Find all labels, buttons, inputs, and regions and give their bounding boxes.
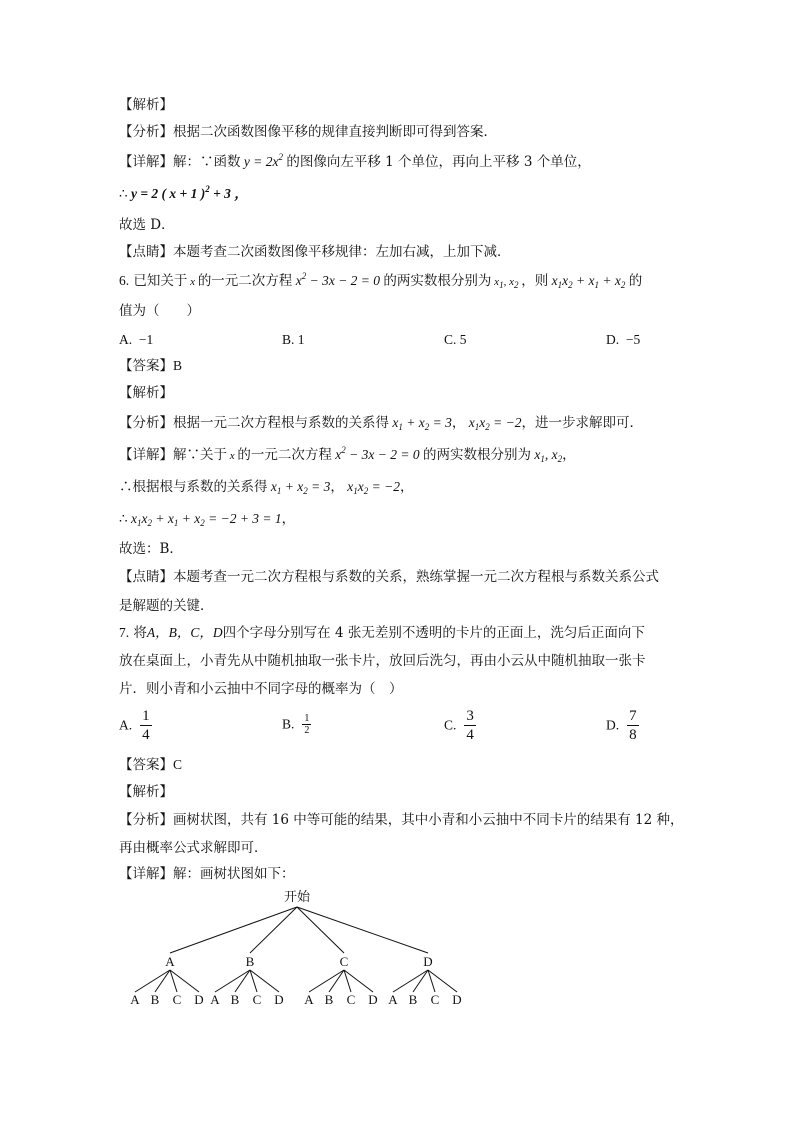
analysis-tag: 【分析】 <box>119 812 173 828</box>
formula: $x_1x_2 + x_1 + x_2 = -2 + 3 = 1$ <box>127 511 282 528</box>
analysis-tag: 【分析】 <box>119 415 173 431</box>
detail-text: ， <box>562 447 576 463</box>
tree-node-c: C <box>339 954 349 969</box>
detail-text: 的两实数根分别为 <box>423 447 531 463</box>
q7-option-d: D. $\frac{7}{8}$ <box>606 708 637 743</box>
analysis-tag: 【分析】 <box>119 124 173 140</box>
tree-branch <box>344 970 373 992</box>
q6-analysis-line <box>119 414 643 432</box>
comment-text: 本题考查二次函数图像平移规律：左加右减，上加下减． <box>173 244 511 260</box>
tree-leaf: B <box>230 992 240 1007</box>
q6-option-b: B. 1 <box>282 332 305 347</box>
tree-branch <box>170 970 177 992</box>
q6-stem-line1 <box>119 272 642 291</box>
roots: $x_1$, $x_2$ <box>531 447 563 464</box>
q6-answer-line <box>119 357 182 375</box>
q7-analysis-line2: 再由概率公式求解即可． <box>119 840 268 856</box>
tree-branch <box>428 970 435 992</box>
tree-branch <box>329 970 344 992</box>
formula: $x_1 + x_2 = 3$ <box>267 479 331 496</box>
stem-text: ，则 <box>521 273 549 289</box>
q7-detail-line <box>119 865 295 883</box>
q7-option-b: B. $\frac{1}{2}$ <box>282 713 310 736</box>
comment-line <box>119 243 511 261</box>
choice-line: 故选 D． <box>119 217 175 233</box>
formula: y = 2 ( x + 1 )$^2$ + 3 ， <box>127 184 248 201</box>
tree-branch <box>344 970 351 992</box>
tree-leaf: C <box>430 992 440 1007</box>
detail-text: 的一元二次方程 <box>237 447 332 463</box>
answer-value: B <box>173 358 183 373</box>
q6-detail-line3 <box>119 510 295 528</box>
tree-root-label: 开始 <box>283 889 311 904</box>
analysis-line <box>119 123 497 141</box>
detail-tag: 【详解】 <box>119 447 173 463</box>
tree-branch <box>413 970 428 992</box>
stem-text: 将 <box>133 625 147 641</box>
tree-leaf: A <box>130 992 140 1007</box>
therefore-symbol: ∴ <box>119 186 128 202</box>
detail-text: ∴根据根与系数的关系得 <box>119 479 268 495</box>
tree-leaf: B <box>408 992 418 1007</box>
analysis-text: 根据一元二次方程根与系数的关系得 <box>173 415 389 431</box>
q7-stem-line3: 片．则小青和小云抽中不同字母的概率为（ ） <box>119 681 403 697</box>
tree-branch <box>235 970 250 992</box>
stem-text: 的两实数根分别为 <box>383 273 492 289</box>
analysis-text: 画树状图，共有 16 中等可能的结果，其中小青和小云抽中不同卡片的结果有 12 种， <box>173 812 684 828</box>
tree-branch <box>155 970 170 992</box>
tree-branch <box>309 970 344 992</box>
detail-text: ， <box>281 511 296 527</box>
q6-detail-line2 <box>119 478 413 496</box>
tree-leaf: B <box>150 992 160 1007</box>
tree-leaf: C <box>346 992 356 1007</box>
tree-node-b: B <box>245 954 255 969</box>
q7-option-a: A. $\frac{1}{4}$ <box>119 708 150 743</box>
answer-value: C <box>173 757 183 772</box>
formula: $y = 2x^2$ <box>240 152 283 169</box>
tree-leaf: B <box>324 992 334 1007</box>
detail-line <box>119 153 591 171</box>
q6-option-a: A. −1 <box>119 332 154 347</box>
tree-leaf: A <box>304 992 314 1007</box>
var: x <box>187 276 198 288</box>
therefore-symbol: ∴ <box>119 511 128 527</box>
tree-branch <box>215 970 250 992</box>
stem-text: 的一元二次方程 <box>197 273 293 289</box>
tree-leaf: A <box>210 992 220 1007</box>
q7-stem-line1 <box>119 624 645 642</box>
equation: $x^2 - 3x - 2 = 0$ <box>331 445 420 462</box>
tree-branch <box>170 970 199 992</box>
q7-jiexi-heading: 【解析】 <box>119 784 173 800</box>
stem-text: 四个字母分别写在 4 张无差别不透明的卡片的正面上，洗匀后正面向下 <box>222 625 645 641</box>
fraction: $\frac{3}{4}$ <box>466 708 474 743</box>
q6-option-c: C. 5 <box>444 332 467 347</box>
tree-branch <box>393 970 428 992</box>
detail-text: ， <box>399 479 414 495</box>
roots: $x_1$, $x_2$ <box>491 276 519 290</box>
therefore-line <box>119 185 248 203</box>
detail-text: ， <box>330 479 344 495</box>
tree-branch <box>297 907 344 953</box>
tree-leaf: C <box>252 992 262 1007</box>
equation: $x^2 - 3x - 2 = 0$ <box>292 271 381 288</box>
q6-choice-line: 故选：B． <box>119 541 183 557</box>
q6-jiexi-heading: 【解析】 <box>119 385 173 401</box>
tree-branch <box>250 907 297 953</box>
tree-node-a: A <box>165 954 175 969</box>
detail-text: 解：∵函数 <box>173 154 241 170</box>
letters: A，B，C，D <box>146 625 223 640</box>
tree-leaf: C <box>172 992 182 1007</box>
tree-branch <box>297 907 428 953</box>
analysis-text: ，进一步求解即可． <box>521 415 643 431</box>
jiexi-heading: 【解析】 <box>119 97 173 113</box>
detail-text: 解：画树状图如下： <box>173 866 295 882</box>
stem-text: 已知关于 <box>133 273 188 289</box>
comment-tag: 【点睛】 <box>119 569 173 585</box>
tree-leaf: D <box>274 992 284 1007</box>
tree-leaf: D <box>194 992 204 1007</box>
answer-tag: 【答案】 <box>119 757 173 773</box>
q6-detail-line <box>119 446 576 465</box>
detail-text-2: 的图像向左平移 1 个单位，再向上平移 3 个单位， <box>286 154 591 170</box>
detail-tag: 【详解】 <box>119 154 173 170</box>
q6-comment-line <box>119 568 659 586</box>
tree-branch <box>250 970 279 992</box>
tree-branch <box>428 970 457 992</box>
answer-tag: 【答案】 <box>119 358 173 374</box>
q6-stem-line2: 值为（ ） <box>119 303 200 319</box>
tree-diagram <box>0 885 794 1025</box>
q7-stem-line2: 放在桌面上，小青先从中随机抽取一张卡片，放回后洗匀，再由小云从中随机抽取一张卡 <box>119 653 646 669</box>
comment-tag: 【点睛】 <box>119 244 173 260</box>
question-number: 7. <box>119 625 130 640</box>
question-number: 6. <box>119 273 130 288</box>
q7-analysis-line <box>119 811 684 829</box>
q7-answer-line <box>119 756 182 774</box>
detail-text: 解∵关于 <box>173 447 227 463</box>
expression: $x_1x_2 + x_1 + x_2$ <box>548 273 626 290</box>
fraction: $\frac{1}{4}$ <box>142 708 150 743</box>
tree-branch <box>135 970 170 992</box>
q6-option-d: D. −5 <box>606 332 641 347</box>
q6-comment-line2: 是解题的关键． <box>119 598 214 614</box>
tree-node-d: D <box>423 954 433 969</box>
comment-text: 本题考查一元二次方程根与系数的关系，熟练掌握一元二次方程根与系数关系公式 <box>173 569 659 585</box>
stem-text: 的 <box>628 273 643 289</box>
q7-option-c: C. $\frac{3}{4}$ <box>444 708 474 743</box>
tree-branch <box>250 970 257 992</box>
formula: $x_1x_2 = -2$ <box>343 479 400 496</box>
tree-leaf: A <box>388 992 398 1007</box>
tree-branch <box>170 907 297 953</box>
analysis-text: ， <box>451 415 466 431</box>
fraction: $\frac{7}{8}$ <box>629 708 637 743</box>
tree-leaf: D <box>452 992 462 1007</box>
formula: $x_1 + x_2 = 3$ <box>389 415 452 432</box>
tree-leaf: D <box>368 992 378 1007</box>
var: x <box>227 450 238 462</box>
analysis-text: 根据二次函数图像平移的规律直接判断即可得到答案． <box>173 124 497 140</box>
detail-tag: 【详解】 <box>119 866 173 882</box>
formula: $x_1x_2 = -2$ <box>465 415 522 432</box>
fraction: $\frac{1}{2}$ <box>304 713 310 736</box>
